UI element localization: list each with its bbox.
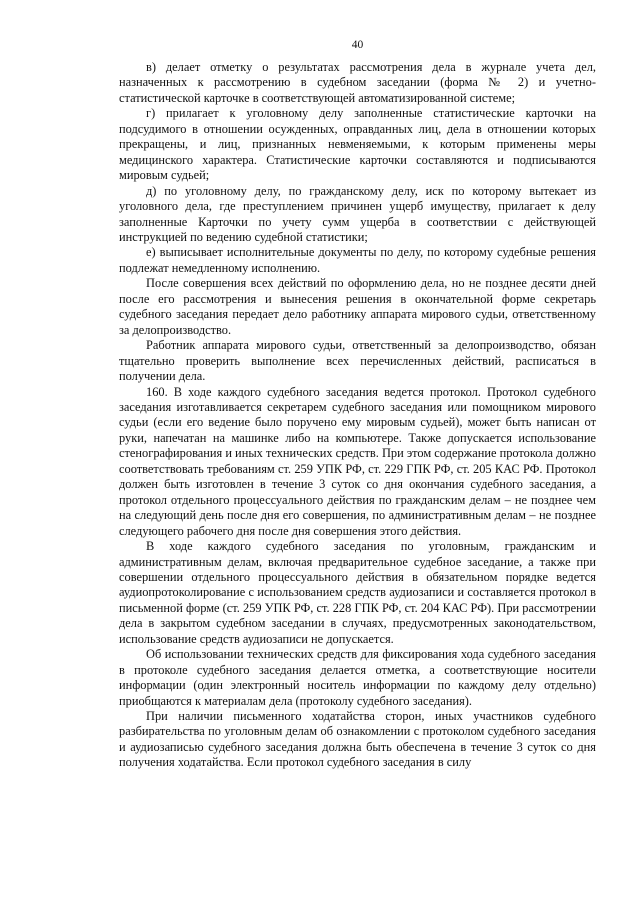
paragraph-160: 160. В ходе каждого судебного заседания ведется протокол. Протокол судебного заседания изготавливается секретарем судебного заседания или помощником мирового судьи (если его ведение было поручено ему мировым судьей), может быть написан от руки, напечатан на машинке либо на компьютере. Также допускается использование стенографирования и иных технических средств. При этом содержание протокола должно соответствовать требованиям ст. 259 УПК РФ, ст. 229 ГПК РФ, ст. 205 КАС РФ. Протокол должен быть изготовлен в течение 3 суток со дня окончания судебного заседания, а протокол отдельного процессуального действия по гражданским делам – не позднее чем на следующий день после дня его совершения, по административным делам – не позднее следующего рабочего дня после дня совершения этого действия. <box>119 384 596 538</box>
paragraph-v: в) делает отметку о результатах рассмотрения дела в журнале учета дел, назначенных к рассмотрению в судебном заседании (форма № 2) и учетно-статистической карточке в соответствующей автоматизированной системе; <box>119 60 596 105</box>
paragraph-e: е) выписывает исполнительные документы по делу, по которому судебные решения подлежат немедленному исполнению. <box>119 245 596 275</box>
paragraph-petition: При наличии письменного ходатайства сторон, иных участников судебного разбирательства по уголовным делам об ознакомлении с протоколом судебного заседания и аудиозаписью судебного заседания должна быть обеспечена в течение 3 суток со дня получения ходатайства. Если протокол судебного заседания в силу <box>119 709 596 770</box>
paragraph-transfer: После совершения всех действий по оформлению дела, но не позднее десяти дней после его рассмотрения и вынесения решения в окончательной форме секретарь судебного заседания передает дело работнику аппарата мирового судьи, ответственному за делопроизводство. <box>119 276 596 337</box>
paragraph-check: Работник аппарата мирового судьи, ответственный за делопроизводство, обязан тщательно проверить выполнение всех перечисленных действий, расписаться в получении дела. <box>119 338 596 384</box>
paragraph-g: г) прилагает к уголовному делу заполненные статистические карточки на подсудимого в отношении осужденных, оправданных лиц, дела в отношении которых прекращены, и лиц, признанных невменяемыми, к которым применены меры медицинского характера. Статистические карточки составляются и подписываются мировым судьей; <box>119 106 596 183</box>
paragraph-d: д) по уголовному делу, по гражданскому делу, иск по которому вытекает из уголовного дела, где преступлением причинен ущерб имуществу, прилагает к делу заполненные Карточки по учету сумм ущерба в соответствии с действующей инструкцией по ведению судебной статистики; <box>119 183 596 244</box>
paragraph-audio: В ходе каждого судебного заседания по уголовным, гражданским и административным делам, включая предварительное судебное заседание, а также при совершении отдельного процессуального действия в обязательном порядке ведется аудиопротоколирование с использованием средств аудиозаписи и составляется протокол в письменной форме (ст. 259 УПК РФ, ст. 228 ГПК РФ, ст. 204 КАС РФ). При рассмотрении дела в закрытом судебном заседании в случаях, предусмотренных законодательством, использование средств аудиозаписи не допускается. <box>119 539 596 646</box>
page-number: 40 <box>351 39 364 51</box>
paragraph-technical: Об использовании технических средств для фиксирования хода судебного заседания в протоколе судебного заседания делается отметка, а соответствующие носители информации (один электронный носитель информации по каждому делу отдельно) приобщаются к материалам дела (протоколу судебного заседания). <box>119 647 596 708</box>
